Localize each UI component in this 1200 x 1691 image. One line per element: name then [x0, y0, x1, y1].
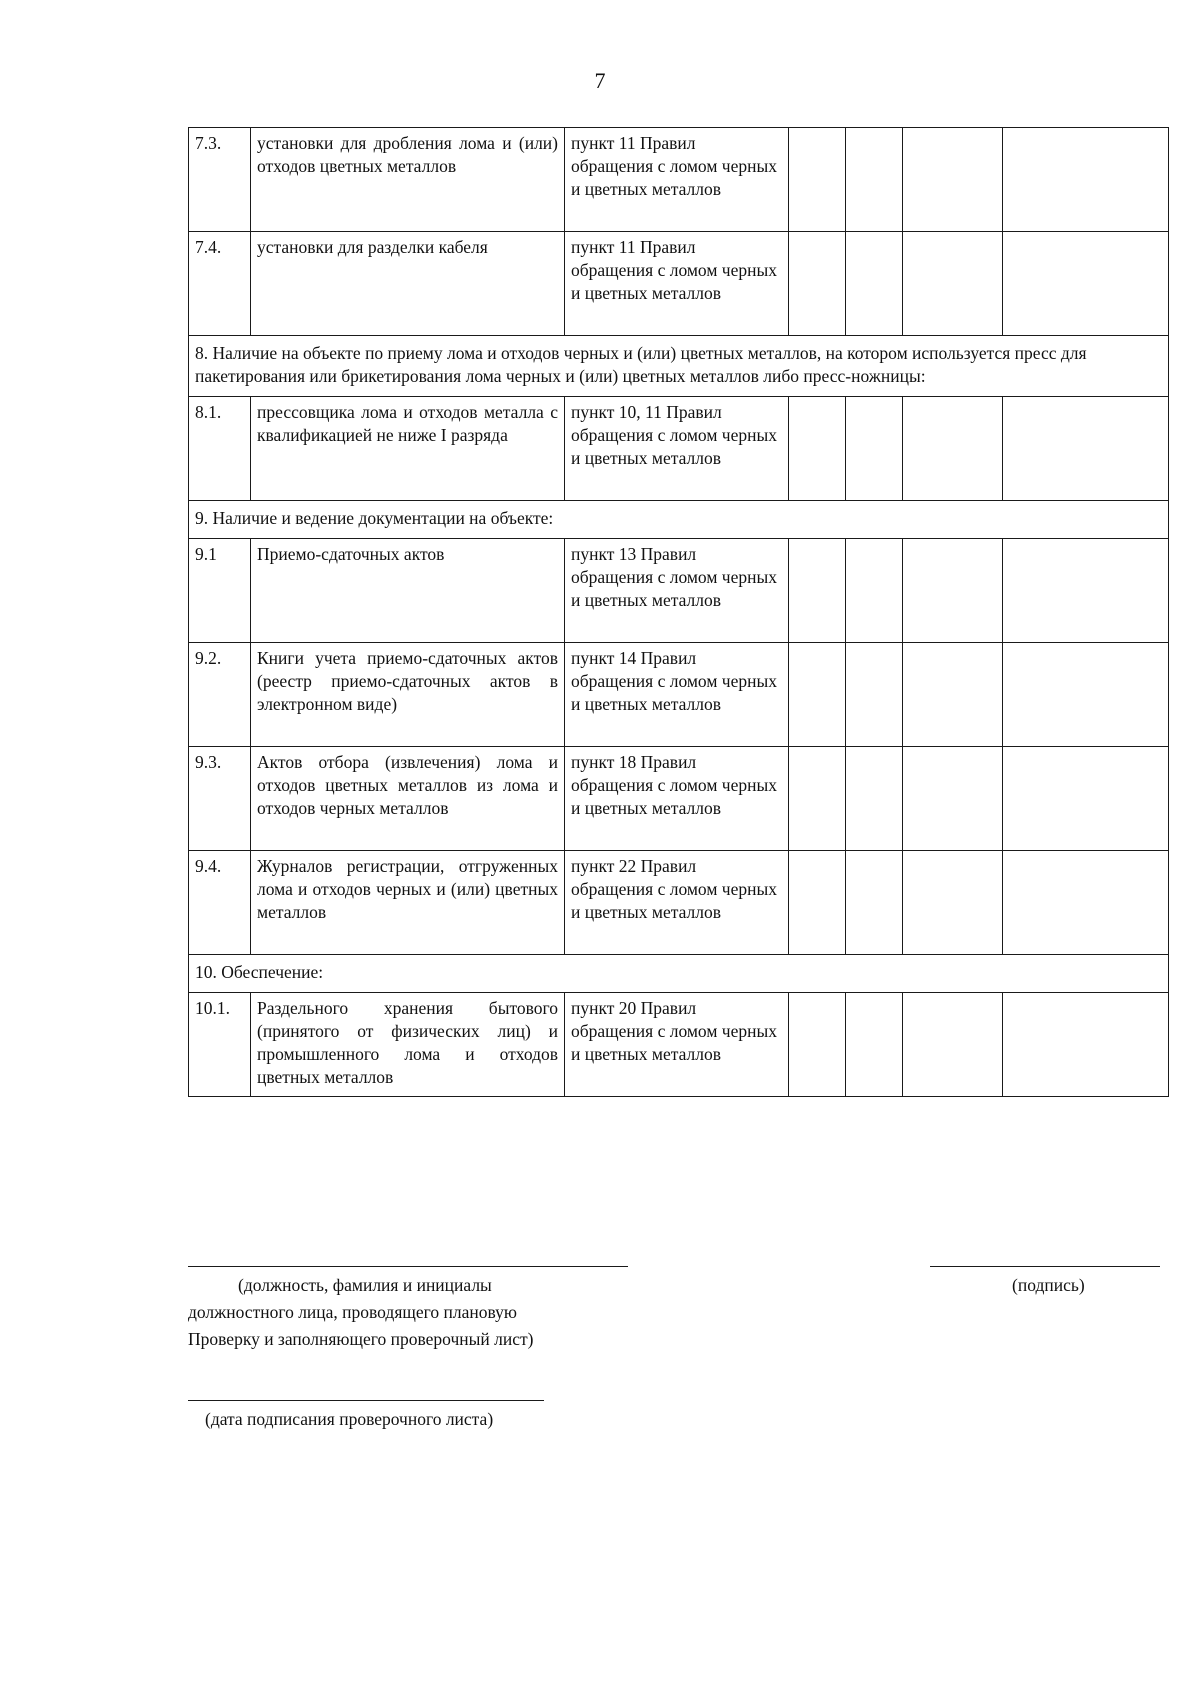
- answer-yes-cell[interactable]: [789, 747, 846, 851]
- item-description-cell: прессовщика лома и отходов металла с квалификацией не ниже I разряда: [251, 397, 565, 501]
- item-description-cell: установки для дробления лома и (или) отходов цветных металлов: [251, 128, 565, 232]
- checklist-table: [188, 127, 1169, 1097]
- note-cell[interactable]: [1003, 747, 1169, 851]
- note-cell[interactable]: [1003, 232, 1169, 336]
- table-row: [189, 851, 1169, 955]
- item-number-cell: 9.2.: [189, 643, 251, 747]
- official-caption-line-1: (должность, фамилия и инициалы: [238, 1275, 492, 1295]
- page-number: 7: [594, 68, 606, 93]
- answer-no-cell[interactable]: [846, 539, 903, 643]
- checklist-table-body: [189, 128, 1169, 1097]
- answer-not-applicable-cell[interactable]: [903, 232, 1003, 336]
- table-row: [189, 128, 1169, 232]
- table-row: [189, 397, 1169, 501]
- signature-line: [930, 1266, 1160, 1267]
- answer-not-applicable-cell[interactable]: [903, 747, 1003, 851]
- official-caption: [188, 1272, 668, 1353]
- answer-no-cell[interactable]: [846, 643, 903, 747]
- item-description-cell: Книги учета приемо-сдаточных актов (реестр приемо-сдаточных актов в электронном виде): [251, 643, 565, 747]
- item-reference-cell: пункт 13 Правил обращения с ломом черных и цветных металлов: [565, 539, 789, 643]
- answer-no-cell[interactable]: [846, 993, 903, 1097]
- item-number-cell: 10.1.: [189, 993, 251, 1097]
- item-description-cell: Журналов регистрации, отгруженных лома и отходов черных и (или) цветных металлов: [251, 851, 565, 955]
- answer-no-cell[interactable]: [846, 232, 903, 336]
- answer-yes-cell[interactable]: [789, 397, 846, 501]
- item-number-cell: 7.4.: [189, 232, 251, 336]
- signature-caption: (подпись): [1012, 1275, 1085, 1295]
- answer-not-applicable-cell[interactable]: [903, 993, 1003, 1097]
- item-reference-cell: пункт 11 Правил обращения с ломом черных и цветных металлов: [565, 232, 789, 336]
- official-caption-line-3: Проверку и заполняющего проверочный лист): [188, 1329, 534, 1349]
- item-description-cell: Актов отбора (извлечения) лома и отходов цветных металлов из лома и отходов черных металлов: [251, 747, 565, 851]
- note-cell[interactable]: [1003, 993, 1169, 1097]
- item-description-cell: Раздельного хранения бытового (принятого от физических лиц) и промышленного лома и отходов цветных металлов: [251, 993, 565, 1097]
- note-cell[interactable]: [1003, 643, 1169, 747]
- answer-not-applicable-cell[interactable]: [903, 539, 1003, 643]
- answer-not-applicable-cell[interactable]: [903, 128, 1003, 232]
- answer-yes-cell[interactable]: [789, 128, 846, 232]
- date-caption: (дата подписания проверочного листа): [205, 1409, 494, 1429]
- item-reference-cell: пункт 20 Правил обращения с ломом черных и цветных металлов: [565, 993, 789, 1097]
- answer-no-cell[interactable]: [846, 397, 903, 501]
- answer-not-applicable-cell[interactable]: [903, 851, 1003, 955]
- official-caption-line-2: должностного лица, проводящего плановую: [188, 1302, 517, 1322]
- table-row: [189, 993, 1169, 1097]
- answer-no-cell[interactable]: [846, 128, 903, 232]
- item-number-cell: 9.3.: [189, 747, 251, 851]
- item-reference-cell: пункт 14 Правил обращения с ломом черных и цветных металлов: [565, 643, 789, 747]
- item-number-cell: 9.4.: [189, 851, 251, 955]
- answer-not-applicable-cell[interactable]: [903, 397, 1003, 501]
- note-cell[interactable]: [1003, 851, 1169, 955]
- table-row: [189, 747, 1169, 851]
- section-header-text: 9. Наличие и ведение документации на объекте:: [189, 501, 1169, 539]
- section-header-row: [189, 501, 1169, 539]
- section-header-row: [189, 336, 1169, 397]
- answer-yes-cell[interactable]: [789, 851, 846, 955]
- item-reference-cell: пункт 22 Правил обращения с ломом черных и цветных металлов: [565, 851, 789, 955]
- note-cell[interactable]: [1003, 539, 1169, 643]
- official-signature-line: [188, 1266, 628, 1267]
- table-row: [189, 232, 1169, 336]
- item-number-cell: 9.1: [189, 539, 251, 643]
- section-header-text: 8. Наличие на объекте по приему лома и отходов черных и (или) цветных металлов, на котором используется пресс для пакетирования или брикетирования лома черных и (или) цветных металлов либо пресс-ножницы:: [189, 336, 1169, 397]
- note-cell[interactable]: [1003, 397, 1169, 501]
- answer-yes-cell[interactable]: [789, 993, 846, 1097]
- item-number-cell: 7.3.: [189, 128, 251, 232]
- item-reference-cell: пункт 10, 11 Правил обращения с ломом черных и цветных металлов: [565, 397, 789, 501]
- answer-yes-cell[interactable]: [789, 539, 846, 643]
- item-description-cell: установки для разделки кабеля: [251, 232, 565, 336]
- item-description-cell: Приемо-сдаточных актов: [251, 539, 565, 643]
- section-header-row: [189, 955, 1169, 993]
- answer-yes-cell[interactable]: [789, 232, 846, 336]
- answer-no-cell[interactable]: [846, 851, 903, 955]
- item-reference-cell: пункт 11 Правил обращения с ломом черных и цветных металлов: [565, 128, 789, 232]
- date-signature-line: [188, 1400, 544, 1401]
- answer-not-applicable-cell[interactable]: [903, 643, 1003, 747]
- table-row: [189, 539, 1169, 643]
- section-header-text: 10. Обеспечение:: [189, 955, 1169, 993]
- note-cell[interactable]: [1003, 128, 1169, 232]
- answer-yes-cell[interactable]: [789, 643, 846, 747]
- item-number-cell: 8.1.: [189, 397, 251, 501]
- answer-no-cell[interactable]: [846, 747, 903, 851]
- item-reference-cell: пункт 18 Правил обращения с ломом черных и цветных металлов: [565, 747, 789, 851]
- table-row: [189, 643, 1169, 747]
